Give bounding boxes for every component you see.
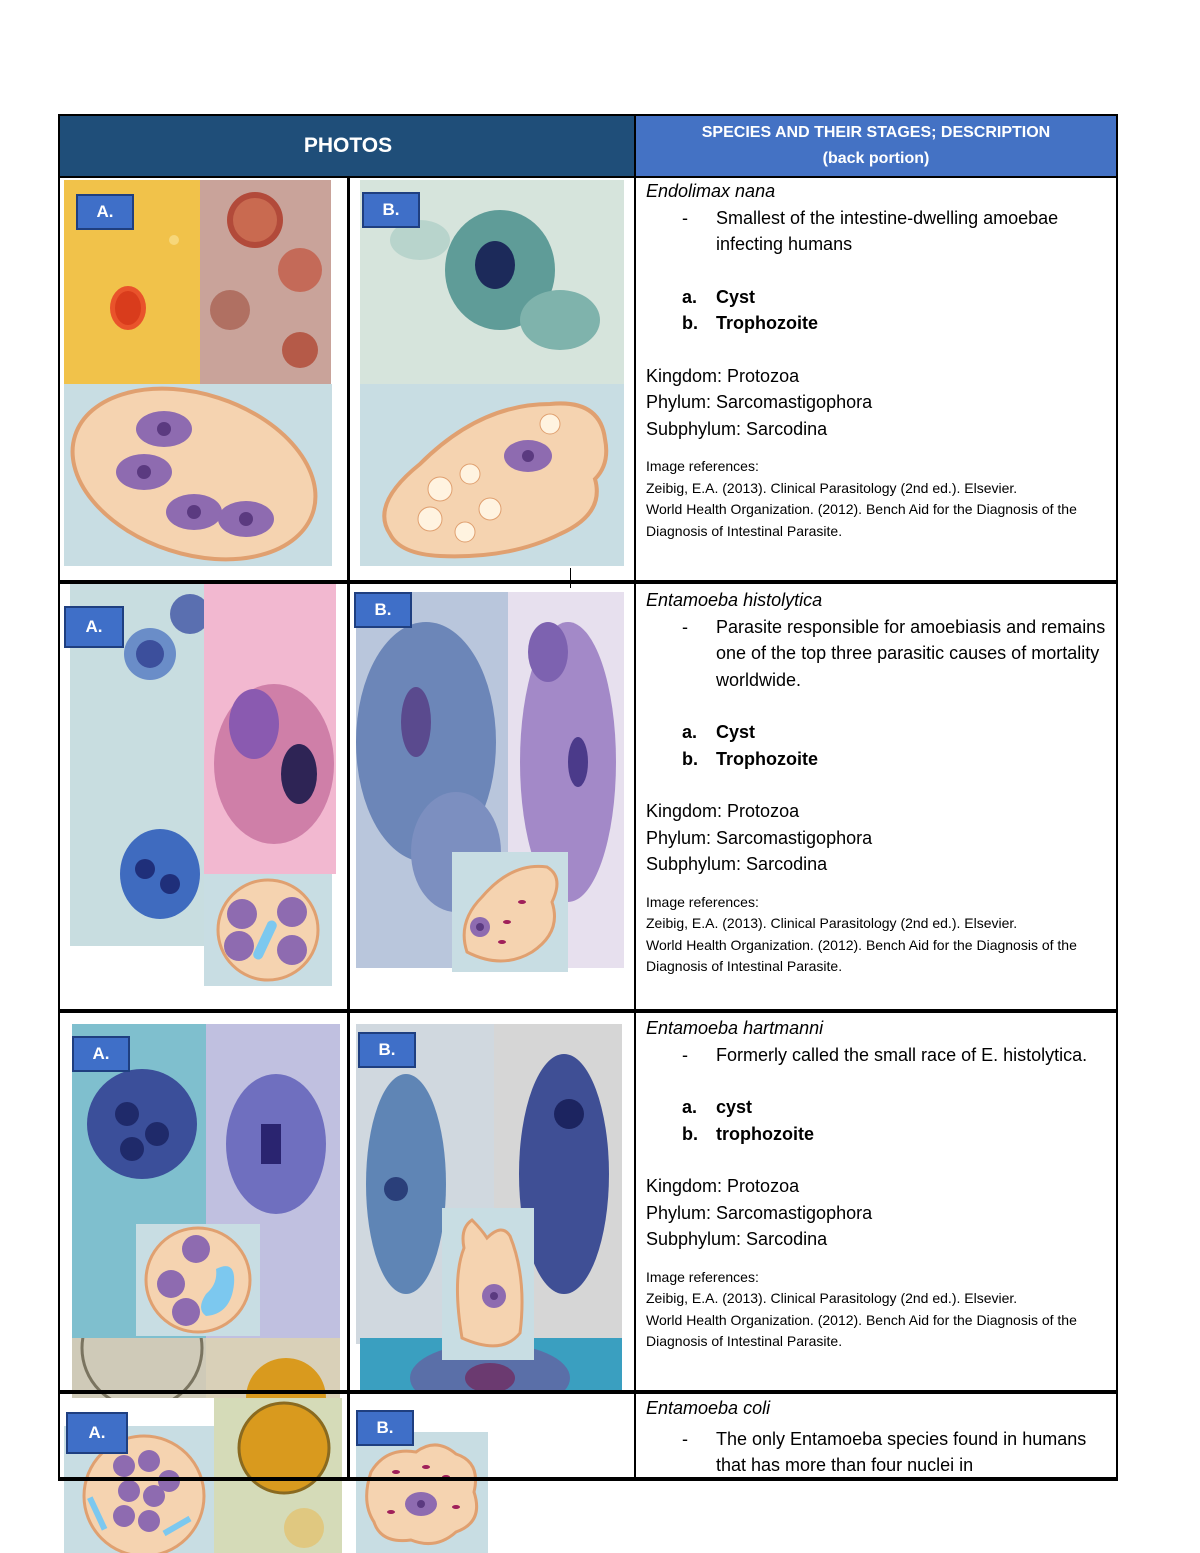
row1-species-name: Endolimax nana	[646, 181, 776, 201]
row-divider-3	[58, 1009, 1118, 1013]
row4-badge-a: A.	[66, 1412, 128, 1454]
row4-badge-b: B.	[356, 1410, 414, 1446]
row3-kingdom: Kingdom: Protozoa	[646, 1176, 800, 1196]
row3-stage-a: a. cyst	[682, 1097, 753, 1117]
species-header-line1: SPECIES AND THEIR STAGES; DESCRIPTION	[701, 124, 1051, 141]
row3-cyst-diagram	[136, 1224, 260, 1336]
row2-cyst-diagram	[204, 874, 332, 986]
species-header-line2: (back portion)	[822, 150, 930, 167]
row2-phylum: Phylum: Sarcomastigophora	[646, 827, 873, 848]
row4-description	[646, 1395, 1106, 1479]
row1-description	[646, 178, 1106, 542]
table-left-border	[58, 114, 60, 1480]
row3-cyst-photo-grey	[72, 1338, 206, 1398]
row3-trophozoite-diagram	[442, 1208, 534, 1360]
row3-bullet: - Formerly called the small race of E. histolytica.	[646, 1042, 1106, 1069]
row4-description-text: The only Entamoeba species found in humans that has more than four nuclei in	[716, 1428, 1087, 1475]
row2-image-references: Image references: Zeibig, E.A. (2013). Clinical Parasitology (2nd ed.). Elsevier. World Health Organization. (2012). Bench Aid for the Diagnosis of the Diagnosis of Intestinal Parasite.	[646, 893, 1077, 974]
row2-species-name: Entamoeba histolytica	[646, 590, 823, 610]
row3-phylum: Phylum: Sarcomastigophora	[646, 1202, 873, 1223]
row1-subphylum: Subphylum: Sarcodina	[646, 418, 828, 439]
row3-badge-b: B.	[358, 1032, 416, 1068]
row1-cyst-photo-pink	[200, 180, 331, 384]
row2-description-text: Parasite responsible for amoebiasis and remains one of the top three parasitic causes of mortality worldwide.	[716, 616, 1106, 690]
row1-badge-a: A.	[76, 194, 134, 230]
row3-species-name: Entamoeba hartmanni	[646, 1018, 824, 1038]
row2-bullet: - Parasite responsible for amoebiasis and remains one of the top three parasitic causes of mortality worldwide.	[646, 614, 1106, 694]
row1-description-text: Smallest of the intestine-dwelling amoebae infecting humans	[716, 207, 1059, 254]
row1-badge-b: B.	[362, 192, 420, 228]
row1-stage-a: a. Cyst	[682, 286, 756, 307]
table-top-border	[58, 114, 1118, 116]
table-right-border	[1116, 114, 1118, 1480]
row3-description-text: Formerly called the small race of E. histolytica.	[716, 1044, 1088, 1065]
row-divider-2	[58, 580, 1118, 584]
row3-image-references: Image references: Zeibig, E.A. (2013). Clinical Parasitology (2nd ed.). Elsevier. World Health Organization. (2012). Bench Aid for the Diagnosis of the Diagnosis of Intestinal Parasite.	[646, 1268, 1077, 1349]
row-divider-4	[58, 1390, 1118, 1394]
row2-description	[646, 587, 1106, 978]
row2-stage-b: b. Trophozoite	[682, 748, 818, 769]
row4-species-name: Entamoeba coli	[646, 1398, 771, 1418]
species-header	[636, 116, 1116, 176]
row3-cyst-photo-gold	[206, 1338, 340, 1398]
row2-badge-a: A.	[64, 606, 124, 648]
row1-bullet: - Smallest of the intestine-dwelling amoebae infecting humans	[646, 205, 1106, 258]
row2-trophozoite-diagram	[452, 852, 568, 972]
row1-kingdom: Kingdom: Protozoa	[646, 365, 800, 386]
row1-image-references: Image references: Zeibig, E.A. (2013). Clinical Parasitology (2nd ed.). Elsevier. World Health Organization. (2012). Bench Aid for the Diagnosis of the Diagnosis of Intestinal Parasite.	[646, 458, 1077, 539]
stray-cursor-mark	[570, 568, 571, 588]
row2-badge-b: B.	[354, 592, 412, 628]
row4-bullet: - The only Entamoeba species found in humans that has more than four nuclei in	[646, 1426, 1106, 1479]
row2-subphylum: Subphylum: Sarcodina	[646, 854, 828, 874]
row4-trophozoite-diagram	[356, 1432, 488, 1553]
row3-description	[646, 1015, 1106, 1353]
photos-header	[60, 116, 636, 176]
row4-cyst-photo-gold	[214, 1398, 342, 1553]
photos-header-label: PHOTOS	[303, 134, 393, 157]
row1-phylum: Phylum: Sarcomastigophora	[646, 392, 873, 412]
row2-cyst-photo-pink	[204, 584, 336, 874]
species-column-divider	[634, 114, 636, 1480]
row2-stage-a: a. Cyst	[682, 722, 756, 742]
row1-trophozoite-diagram	[360, 384, 624, 566]
row3-badge-a: A.	[72, 1036, 130, 1072]
row3-stage-b: b. trophozoite	[682, 1123, 814, 1144]
row3-subphylum: Subphylum: Sarcodina	[646, 1229, 828, 1249]
photos-column-divider	[347, 176, 350, 1480]
row1-cyst-diagram	[64, 384, 332, 566]
row2-kingdom: Kingdom: Protozoa	[646, 801, 800, 821]
row1-stage-b: b. Trophozoite	[682, 313, 818, 333]
